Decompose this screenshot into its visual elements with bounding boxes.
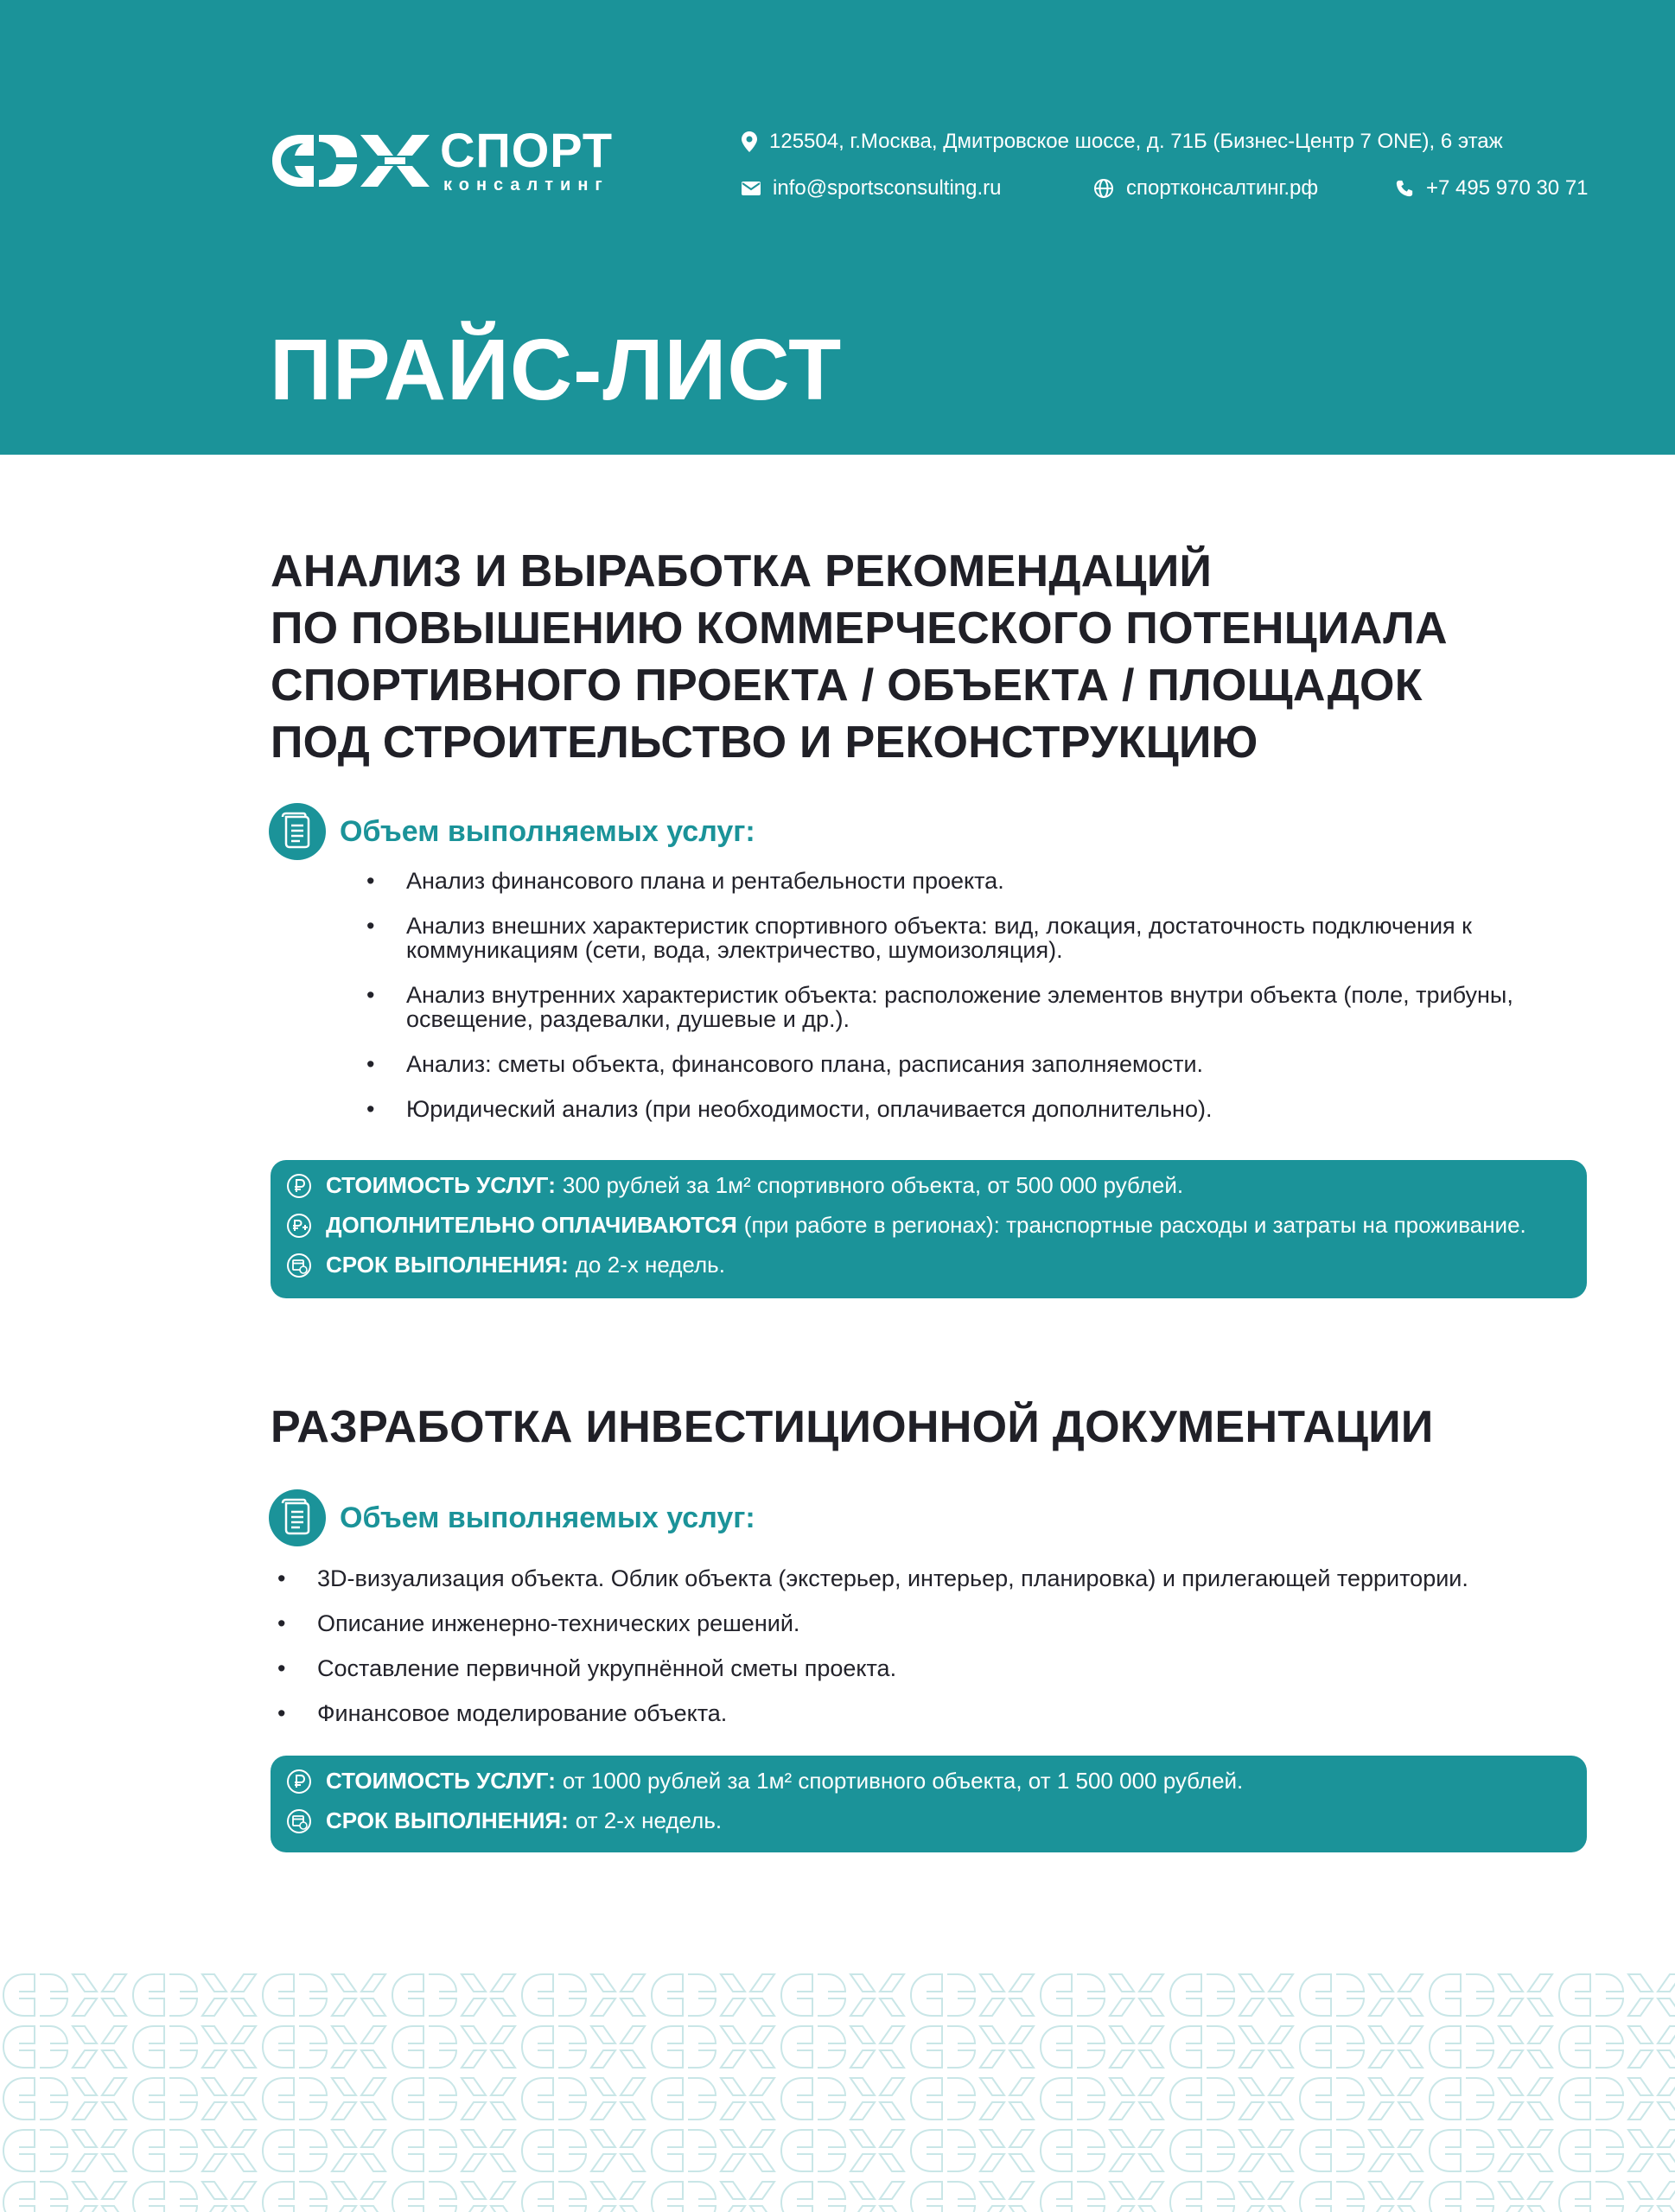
term-label: СРОК ВЫПОЛНЕНИЯ: — [326, 1807, 569, 1833]
scope-heading — [269, 1489, 755, 1546]
pricing-cost-row — [286, 1768, 1243, 1794]
list-item: • Анализ внутренних характеристик объекта: расположение элементов внутри объекта (поле, трибуны, освещение, раздевалки, душевые и др.). — [406, 983, 1590, 1031]
pricing-term-row — [286, 1252, 725, 1278]
scope-label: Объем выполняемых услуг: — [340, 814, 755, 848]
services-list — [317, 1566, 1596, 1746]
document-scroll-icon — [269, 1489, 326, 1546]
list-item: • 3D-визуализация объекта. Облик объекта (экстерьер, интерьер, планировка) и прилегающей территории. — [317, 1566, 1596, 1590]
contact-phone[interactable] — [1395, 178, 1589, 199]
scope-heading — [269, 803, 755, 860]
scope-label: Объем выполняемых услуг: — [340, 1501, 755, 1534]
pricing-extra-row — [286, 1212, 1526, 1239]
section-title-line: РАЗРАБОТКА ИНВЕСТИЦИОННОЙ ДОКУМЕНТАЦИИ — [271, 1402, 1434, 1452]
list-item: • Юридический анализ (при необходимости, оплачивается дополнительно). — [406, 1097, 1590, 1121]
pricing-term-row — [286, 1807, 722, 1834]
logo-wordmark: СПОРТ — [440, 123, 614, 177]
calendar-clock-icon — [286, 1253, 312, 1278]
contact-email[interactable] — [742, 178, 1002, 199]
section-title-line: ПОД СТРОИТЕЛЬСТВО И РЕКОНСТРУКЦИЮ — [271, 717, 1258, 768]
website-link[interactable]: спортконсалтинг.рф — [1126, 176, 1319, 200]
pricing-box — [271, 1160, 1587, 1298]
globe-icon — [1093, 178, 1114, 199]
extra-value: (при работе в регионах): транспортные расходы и затраты на проживание. — [743, 1212, 1526, 1238]
cost-value: 300 рублей за 1м² спортивного объекта, от 500 000 рублей. — [562, 1172, 1184, 1198]
pricing-cost-row — [286, 1172, 1183, 1199]
phone-icon — [1395, 179, 1414, 198]
logo-subtitle: консалтинг — [443, 175, 609, 194]
decorative-pattern — [0, 1969, 1675, 2212]
extra-label: ДОПОЛНИТЕЛЬНО ОПЛАЧИВАЮТСЯ — [326, 1212, 737, 1238]
term-label: СРОК ВЫПОЛНЕНИЯ: — [326, 1252, 569, 1278]
cost-label: СТОИМОСТЬ УСЛУГ: — [326, 1768, 556, 1794]
ruble-icon — [286, 1769, 312, 1794]
list-item: • Финансовое моделирование объекта. — [317, 1701, 1596, 1725]
section-title-investment — [271, 1399, 1434, 1456]
logo-mark-icon — [271, 133, 431, 188]
location-pin-icon — [742, 131, 757, 152]
cost-value: от 1000 рублей за 1м² спортивного объекта, от 1 500 000 рублей. — [562, 1768, 1244, 1794]
phone-link[interactable]: +7 495 970 30 71 — [1426, 176, 1589, 200]
mail-icon — [742, 182, 761, 195]
pricing-box — [271, 1756, 1587, 1852]
header-banner — [0, 0, 1675, 455]
section-title-line: СПОРТИВНОГО ПРОЕКТА / ОБЪЕКТА / ПЛОЩАДОК — [271, 660, 1423, 711]
ruble-icon — [286, 1173, 312, 1199]
contact-website[interactable] — [1093, 178, 1318, 199]
term-value: до 2-х недель. — [575, 1252, 725, 1278]
cost-label: СТОИМОСТЬ УСЛУГ: — [326, 1172, 556, 1198]
email-link[interactable]: info@sportsconsulting.ru — [773, 176, 1002, 200]
section-title-line: АНАЛИЗ И ВЫРАБОТКА РЕКОМЕНДАЦИЙ — [271, 546, 1213, 596]
section-title-line: ПО ПОВЫШЕНИЮ КОММЕРЧЕСКОГО ПОТЕНЦИАЛА — [271, 603, 1448, 653]
section-title-analysis — [271, 543, 1448, 771]
calendar-clock-icon — [286, 1808, 312, 1834]
ruble-plus-icon — [286, 1213, 312, 1239]
list-item: • Анализ: сметы объекта, финансового плана, расписания заполняемости. — [406, 1052, 1590, 1076]
term-value: от 2-х недель. — [575, 1807, 723, 1833]
list-item: • Анализ финансового плана и рентабельности проекта. — [406, 869, 1590, 893]
contact-address — [742, 131, 1503, 152]
services-list — [406, 869, 1590, 1142]
list-item: • Анализ внешних характеристик спортивного объекта: вид, локация, достаточность подключения к коммуникациям (сети, вода, электричество, шумоизоляция). — [406, 914, 1590, 962]
list-item: • Описание инженерно-технических решений. — [317, 1611, 1596, 1635]
address-text: 125504, г.Москва, Дмитровское шоссе, д. 71Б (Бизнес-Центр 7 ONE), 6 этаж — [769, 130, 1503, 153]
page-title: ПРАЙС-ЛИСТ — [270, 322, 843, 418]
company-logo[interactable] — [271, 123, 616, 195]
list-item: • Составление первичной укрупнённой сметы проекта. — [317, 1656, 1596, 1680]
document-scroll-icon — [269, 803, 326, 860]
